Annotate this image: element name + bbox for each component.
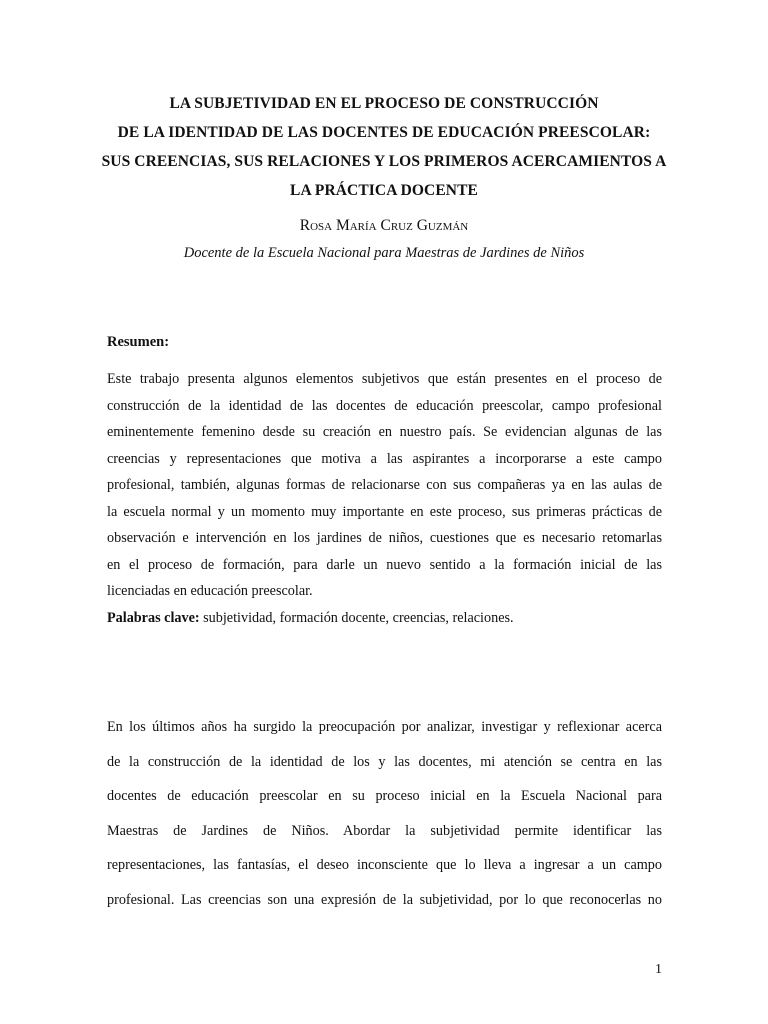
paper-title: [60, 89, 708, 205]
abstract-line: licenciadas en educación preescolar.: [107, 583, 313, 599]
keywords-text: subjetividad, formación docente, creencias, relaciones.: [199, 610, 514, 626]
title-line: DE LA IDENTIDAD DE LAS DOCENTES DE EDUCACIÓN PREESCOLAR:: [117, 124, 651, 141]
author-name: Rosa María Cruz Guzmán: [299, 217, 469, 234]
abstract-line: en el proceso de formación, para darle un nuevo sentido a la formación inicial de las: [107, 556, 662, 573]
abstract-line: profesional, también, algunas formas de relacionarse con sus compañeras ya en las aulas de: [107, 477, 662, 493]
title-line: SUS CREENCIAS, SUS RELACIONES Y LOS PRIMEROS ACERCAMIENTOS A: [101, 153, 667, 170]
page-number: 1: [655, 962, 662, 977]
title-line: LA SUBJETIVIDAD EN EL PROCESO DE CONSTRUCCIÓN: [169, 95, 599, 112]
abstract-paragraph: [107, 366, 662, 605]
body-line: En los últimos años ha surgido la preocupación por analizar, investigar y reflexionar acerca: [107, 719, 662, 735]
abstract-line: la escuela normal y un momento muy importante en este proceso, sus primeras prácticas de: [107, 503, 662, 520]
body-line: docentes de educación preescolar en su proceso inicial en la Escuela Nacional para: [107, 788, 662, 804]
body-line: Maestras de Jardines de Niños. Abordar la subjetividad permite identificar las: [107, 822, 662, 839]
abstract-line: Este trabajo presenta algunos elementos subjetivos que están presentes en el proceso de: [107, 371, 662, 387]
abstract-line: creencias y representaciones que motiva a las aspirantes a incorporarse a este campo: [107, 450, 662, 467]
title-line: LA PRÁCTICA DOCENTE: [290, 182, 478, 199]
body-line: representaciones, las fantasías, el deseo inconsciente que lo lleva a ingresar a un campo: [107, 857, 662, 873]
abstract-line: construcción de la identidad de las docentes de educación preescolar, campo profesional: [107, 397, 662, 414]
abstract-heading: Resumen:: [107, 334, 170, 350]
keywords: [107, 606, 662, 630]
body-paragraph: [107, 710, 662, 917]
abstract-line: eminentemente femenino desde su creación en nuestro país. Se evidencian algunas de las: [107, 424, 662, 440]
body-line: profesional. Las creencias son una expresión de la subjetividad, por lo que reconocerlas no: [107, 891, 662, 908]
keywords-label: Palabras clave:: [107, 610, 200, 626]
author-affiliation: Docente de la Escuela Nacional para Maestras de Jardines de Niños: [183, 245, 585, 261]
abstract-line: observación e intervención en los jardines de niños, cuestiones que es necesario retomarlas: [107, 530, 662, 546]
body-line: de la construcción de la identidad de los y las docentes, mi atención se centra en las: [107, 753, 662, 770]
